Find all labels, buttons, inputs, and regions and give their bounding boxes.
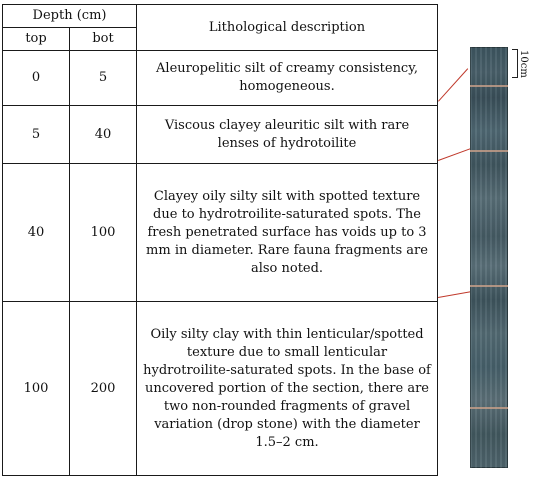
row-bot: 200 (70, 302, 137, 476)
row-top: 100 (3, 302, 70, 476)
top-header: top (3, 28, 70, 51)
row-bot: 100 (70, 164, 137, 302)
row-description: Oily silty clay with thin lenticular/spotted texture due to small lenticular hydrotroilite-saturated spots. In the base of uncovered portion of the section, there are two non-rounded fragments of gravel variation (drop stone) with the diameter 1.5–2 cm. (137, 302, 438, 476)
bot-header: bot (70, 28, 137, 51)
table-row (3, 51, 438, 106)
description-header: Lithological description (137, 5, 438, 51)
depth-header: Depth (cm) (3, 5, 137, 28)
row-description: Aleuropelitic silt of creamy consistency, homogeneous. (137, 51, 438, 106)
core-photo (470, 47, 508, 468)
core-boundary (470, 285, 508, 287)
leader-line (438, 291, 471, 298)
table-row (3, 106, 438, 164)
row-bot: 5 (70, 51, 137, 106)
scale-label: 10cm (518, 50, 529, 78)
row-bot: 40 (70, 106, 137, 164)
core-boundary (470, 407, 508, 409)
row-top: 40 (3, 164, 70, 302)
leader-line (438, 148, 470, 161)
table-row (3, 164, 438, 302)
core-boundary (470, 85, 508, 87)
core-boundary (470, 150, 508, 152)
row-description: Viscous clayey aleuritic silt with rare lenses of hydrotoilite (137, 106, 438, 164)
lithology-table (2, 4, 438, 476)
row-top: 0 (3, 51, 70, 106)
row-top: 5 (3, 106, 70, 164)
leader-line (438, 68, 468, 101)
table-row (3, 302, 438, 476)
row-description: Clayey oily silty silt with spotted texture due to hydrotroilite-saturated spots. The fresh penetrated surface has voids up to 3 mm in diameter. Rare fauna fragments are also noted. (137, 164, 438, 302)
